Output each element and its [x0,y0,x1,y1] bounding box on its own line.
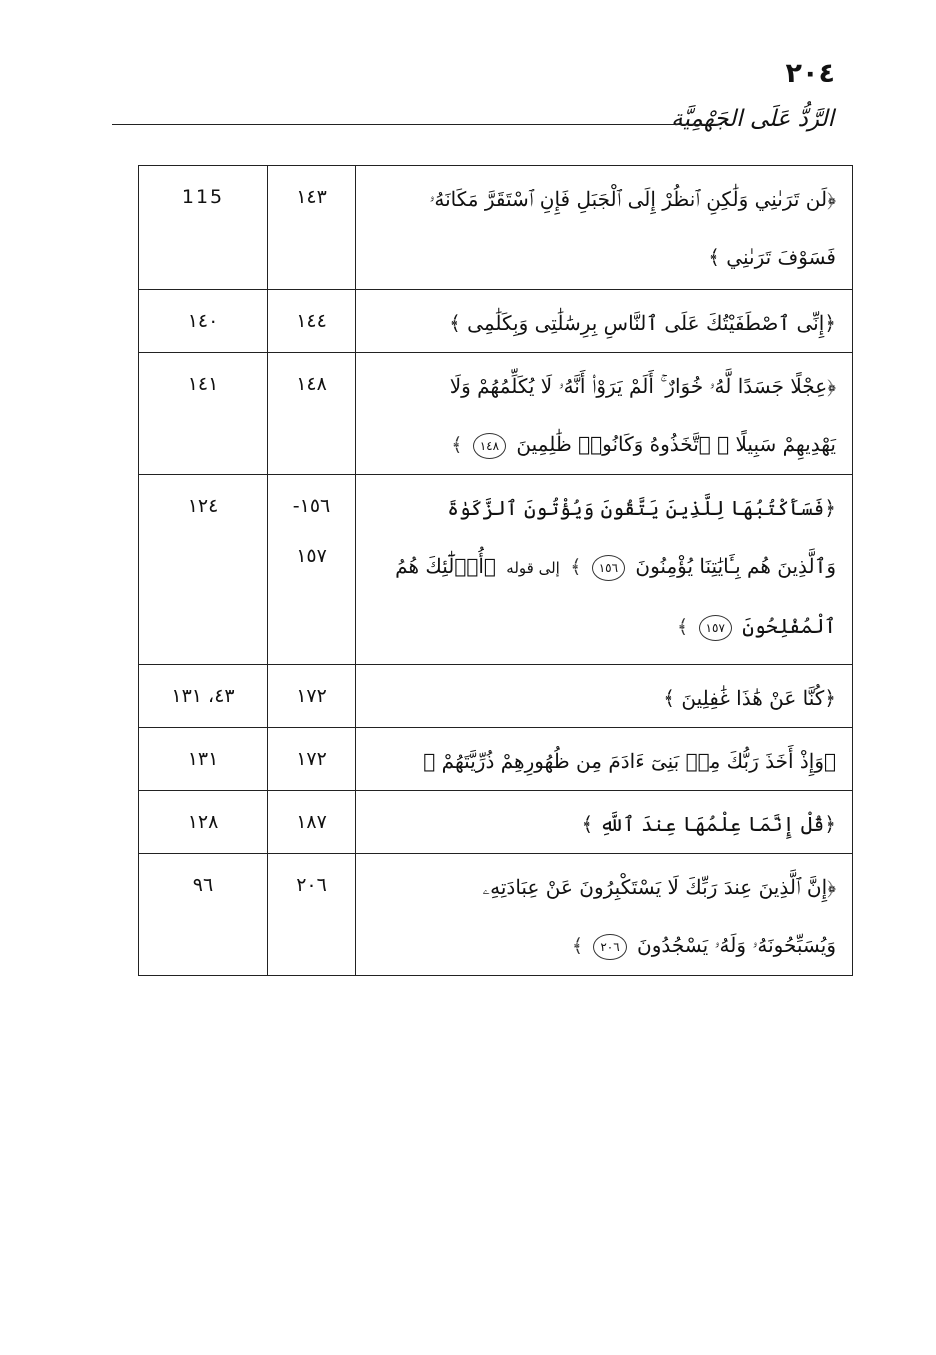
verse-cell [356,854,853,976]
verse-end-marker: ١٤٨ [473,433,506,459]
ayah-number-cell [268,728,356,791]
verse-line: ﴿كُنَّا عَنْ هَٰذَا غَٰفِلِينَ ﴾ [663,686,836,710]
verse-cell [356,290,853,353]
ayah-number: ١٤٤ [296,310,327,332]
verse-line: وَٱلَّذِينَ هُم بِـَٔايَٰتِنَا يُؤْمِنُونَ ١٥٦ ﴾ إلى قوله ﴿أُو۟لَٰٓئِكَ هُمُ [368,537,836,597]
running-head [112,100,834,148]
editor-note: إلى قوله [506,559,560,577]
table-row [139,166,853,290]
table-row [139,475,853,665]
ayah-number-cell [268,290,356,353]
ayah-number: ١٤٨ [296,373,327,395]
verse-end-marker: ١٥٧ [699,615,732,641]
verse-cell [356,728,853,791]
verse-line: يَهْدِيهِمْ سَبِيلًا ۘ ٱتَّخَذُوهُ وَكَانُوا۟ ظَٰلِمِينَ ١٤٨ ﴾ [368,415,836,474]
verse-line: ﴿فَسَأَكْتُبُهَا لِلَّذِينَ يَتَّقُونَ وَيُؤْتُونَ ٱلزَّكَوٰةَ [447,496,836,520]
ayah-number-cell [268,665,356,728]
verse-cell [356,665,853,728]
table-row [139,290,853,353]
table-row [139,728,853,791]
verse-line: وَيُسَبِّحُونَهُۥ وَلَهُۥ يَسْجُدُونَ ٢٠٦ ﴾ [368,916,836,975]
page-reference-cell [139,791,268,854]
verse-cell [356,353,853,475]
verse-line: ٱلْمُفْلِحُونَ ١٥٧ ﴾ [368,597,836,656]
ayah-number: ١٧٢ [296,748,327,770]
table-row [139,665,853,728]
page-reference-cell [139,353,268,475]
verse-cell [356,475,853,665]
page-reference-cell [139,166,268,290]
page-reference: ٤٣، ١٣١ [171,685,235,707]
verse-cell [356,166,853,290]
verse-line: ﴿إِنِّى ٱصْطَفَيْتُكَ عَلَى ٱلنَّاسِ بِرِسَٰلَٰتِى وَبِكَلَٰمِى ﴾ [449,311,836,335]
ayah-number-cell [268,791,356,854]
page-reference: 115 [181,186,225,208]
ayah-number-cell [268,166,356,290]
verse-line: ﴿عِجْلًا جَسَدًا لَّهُۥ خُوَارٌ ۚ أَلَمْ يَرَوْا۟ أَنَّهُۥ لَا يُكَلِّمُهُمْ وَلَا [449,374,836,398]
verse-line: ﴿لَن تَرَىٰنِي وَلَٰكِنِ ٱنظُرْ إِلَى ٱلْجَبَلِ فَإِنِ ٱسْتَقَرَّ مَكَانَهُۥ [429,187,836,211]
page-reference: ١٤١ [187,373,219,395]
ayah-number: ١٨٧ [296,811,327,833]
verse-end-marker: ٢٠٦ [593,934,626,960]
page-number: ٢٠٤ [785,58,835,89]
table-row [139,791,853,854]
verse-line: فَسَوْفَ تَرَىٰنِي ﴾ [708,245,836,269]
page-reference-cell [139,475,268,665]
closing-bracket-ornament: ﴾ [570,556,582,578]
ayah-number: ١٥٧ [296,545,327,567]
closing-bracket-ornament: ﴾ [451,434,463,456]
ayah-number-cell [268,475,356,665]
page-reference-cell [139,665,268,728]
verse-line: ﴿إِنَّ ٱلَّذِينَ عِندَ رَبِّكَ لَا يَسْتَكْبِرُونَ عَنْ عِبَادَتِهِۦ [482,875,836,899]
page-reference: ١٢٨ [187,811,219,833]
page-reference: ١٣١ [187,748,219,770]
verse-cell [356,791,853,854]
page-reference-cell [139,854,268,976]
header-rule [112,124,722,125]
verse-end-marker: ١٥٦ [592,555,625,581]
page-reference: ٩٦ [192,874,214,896]
ayah-number: ١٤٣ [296,186,327,208]
closing-bracket-ornament: ﴾ [677,616,689,638]
page-reference: ١٢٤ [187,495,219,517]
closing-bracket-ornament: ﴾ [571,935,583,957]
ayah-number: ١٥٦- [292,495,331,517]
ayah-number: ٢٠٦ [296,874,327,896]
table-row [139,353,853,475]
ayah-number: ١٧٢ [296,685,327,707]
page-reference: ١٤٠ [187,310,219,332]
ayah-number-cell [268,353,356,475]
ayah-number-cell [268,854,356,976]
table-row [139,854,853,976]
verse-line: ﴿قُلْ إِنَّمَا عِلْمُهَا عِندَ ٱللَّهِ ﴾ [581,812,836,836]
page-reference-cell [139,290,268,353]
verse-index-table [138,165,853,976]
verse-line: ﴿وَإِذْ أَخَذَ رَبُّكَ مِنۢ بَنِىٓ ءَادَمَ مِن ظُهُورِهِمْ ذُرِّيَّتَهُمْ ﴾ [423,749,836,773]
page-reference-cell [139,728,268,791]
running-head-title: الرَّدُّ عَلَى الجَهْمِيَّة [671,106,834,132]
